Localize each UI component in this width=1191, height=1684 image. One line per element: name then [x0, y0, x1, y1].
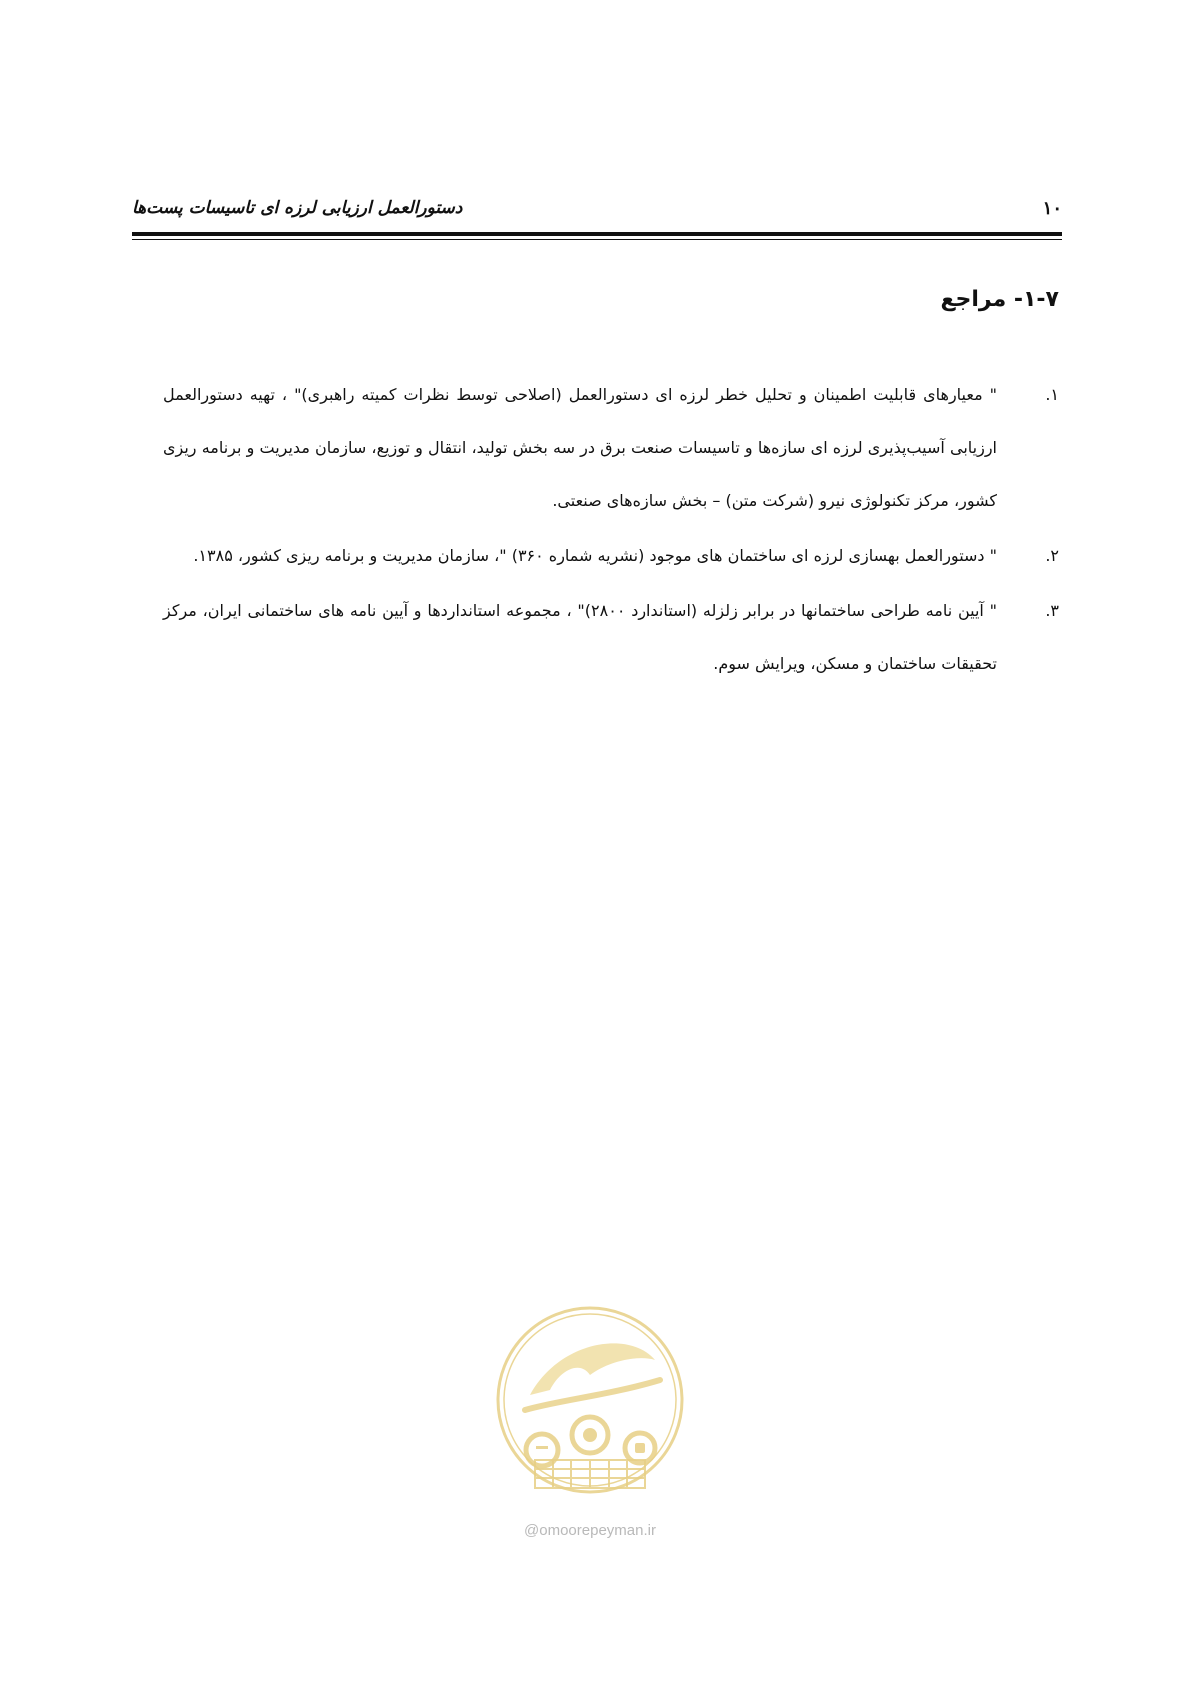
- page-header: [132, 198, 1062, 228]
- reference-text: " معیارهای قابلیت اطمینان و تحلیل خطر لرزه ای دستورالعمل (اصلاحی توسط نظرات کمیته راهبری)" ، تهیه دستورالعمل ارزیابی آسیب‌پذیری لرزه ای سازه‌ها و تاسیسات صنعت برق در سه بخش تولید، انتقال و توزیع، سازمان مدیریت و برنامه ریزی کشور، مرکز تکنولوژی نیرو (شرکت متن) – بخش سازه‌های صنعتی.: [163, 385, 997, 510]
- section-heading: ۱-۷- مراجع: [940, 287, 1059, 312]
- running-title: دستورالعمل ارزیابی لرزه ای تاسیسات پست‌ها: [132, 198, 463, 218]
- page-number: ۱۰: [1042, 198, 1062, 219]
- watermark-logo: [490, 1300, 690, 1540]
- reference-text: " دستورالعمل بهسازی لرزه ای ساختمان های موجود (نشریه شماره ۳۶۰) "، سازمان مدیریت و برنامه ریزی کشور، ۱۳۸۵.: [193, 546, 997, 565]
- reference-number: ۱.: [1045, 385, 1059, 404]
- reference-number: ۲.: [1045, 546, 1059, 565]
- header-divider-thick: [132, 232, 1062, 236]
- watermark-caption: @omoorepeyman.ir: [524, 1522, 656, 1539]
- watermark-seal-icon: [490, 1300, 690, 1515]
- reference-item: [163, 584, 1059, 690]
- reference-item: [163, 529, 1059, 582]
- header-divider-thin: [132, 239, 1062, 240]
- reference-list: [163, 368, 1059, 692]
- reference-number: ۳.: [1045, 601, 1059, 620]
- reference-text: " آیین نامه طراحی ساختمانها در برابر زلزله (استاندارد ۲۸۰۰)" ، مجموعه استانداردها و آیین نامه های ساختمانی ایران، مرکز تحقیقات ساختمان و مسکن، ویرایش سوم.: [163, 601, 998, 673]
- reference-item: [163, 368, 1059, 527]
